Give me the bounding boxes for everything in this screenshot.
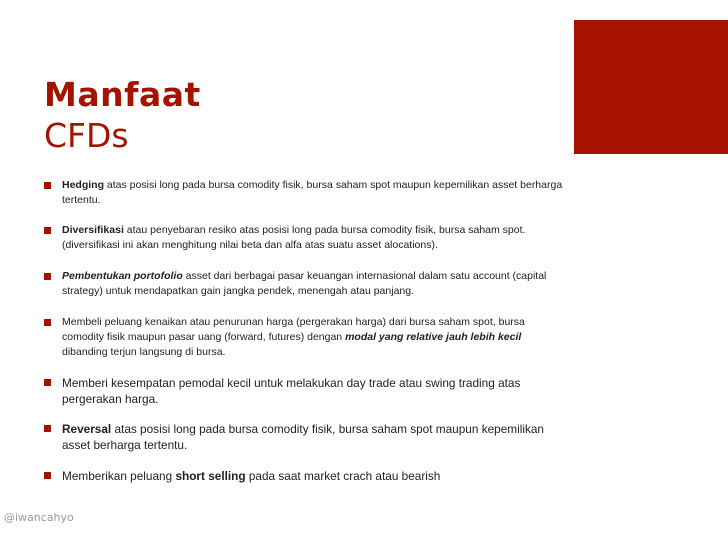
bullet-text-before: Membeli peluang kenaikan atau penurunan harga (pergerakan harga) dari bursa saham spot, bursa comodity fisik maupun pasar uang (forward, futures) dengan [62,316,525,343]
bullet-item-portofolio [44,269,564,299]
bullet-text: Memberi kesempatan pemodal kecil untuk melakukan day trade atau swing trading atas pergerakan harga. [62,376,521,406]
bullet-text-after: dibanding terjun langsung di bursa. [62,346,226,358]
bullet-bold-italic-term: modal yang relative jauh lebih kecil [345,331,522,343]
bullet-list [44,178,564,484]
bullet-marker-icon [44,319,51,326]
bullet-marker-icon [44,379,51,386]
accent-block [574,20,728,154]
bullet-item-diversifikasi [44,223,564,253]
bullet-item-reversal [44,421,564,453]
bullet-bold-term: Reversal [62,422,112,436]
bullet-bold-term: short selling [175,469,246,483]
slide-subtitle: CFDs [44,116,129,155]
bullet-text: atas posisi long pada bursa comodity fisik, bursa saham spot maupun kepemilikan asset berharga tertentu. [62,422,544,452]
bullet-text-before: Memberikan peluang [62,469,176,483]
bullet-text: atas posisi long pada bursa comodity fisik, bursa saham spot maupun kepemilikan asset berharga tertentu. [62,179,563,206]
bullet-marker-icon [44,425,51,432]
bullet-text: atau penyebaran resiko atas posisi long pada bursa comodity fisik, bursa saham spot. (diversifikasi ini akan menghitung nilai beta dan alfa atas suatu asset alocations). [62,224,526,251]
bullet-marker-icon [44,182,51,189]
bullet-text: asset dari berbagai pasar keuangan internasional dalam satu account (capital strategy) untuk mendapatkan gain jangka pendek, menengah atau panjang. [62,270,547,297]
bullet-marker-icon [44,273,51,280]
bullet-bold-term: Diversifikasi [62,224,124,236]
bullet-marker-icon [44,227,51,234]
footer-handle: @iwancahyo [4,511,74,524]
bullet-text-after: pada saat market crach atau bearish [245,469,441,483]
bullet-bold-term: Hedging [62,179,104,191]
bullet-item-membeli-peluang [44,315,564,360]
bullet-item-kesempatan [44,375,564,407]
bullet-item-hedging [44,178,564,208]
slide-title: Manfaat [44,75,201,114]
bullet-marker-icon [44,472,51,479]
bullet-item-short-selling [44,468,564,484]
bullet-bold-italic-term: Pembentukan portofolio [62,270,183,282]
